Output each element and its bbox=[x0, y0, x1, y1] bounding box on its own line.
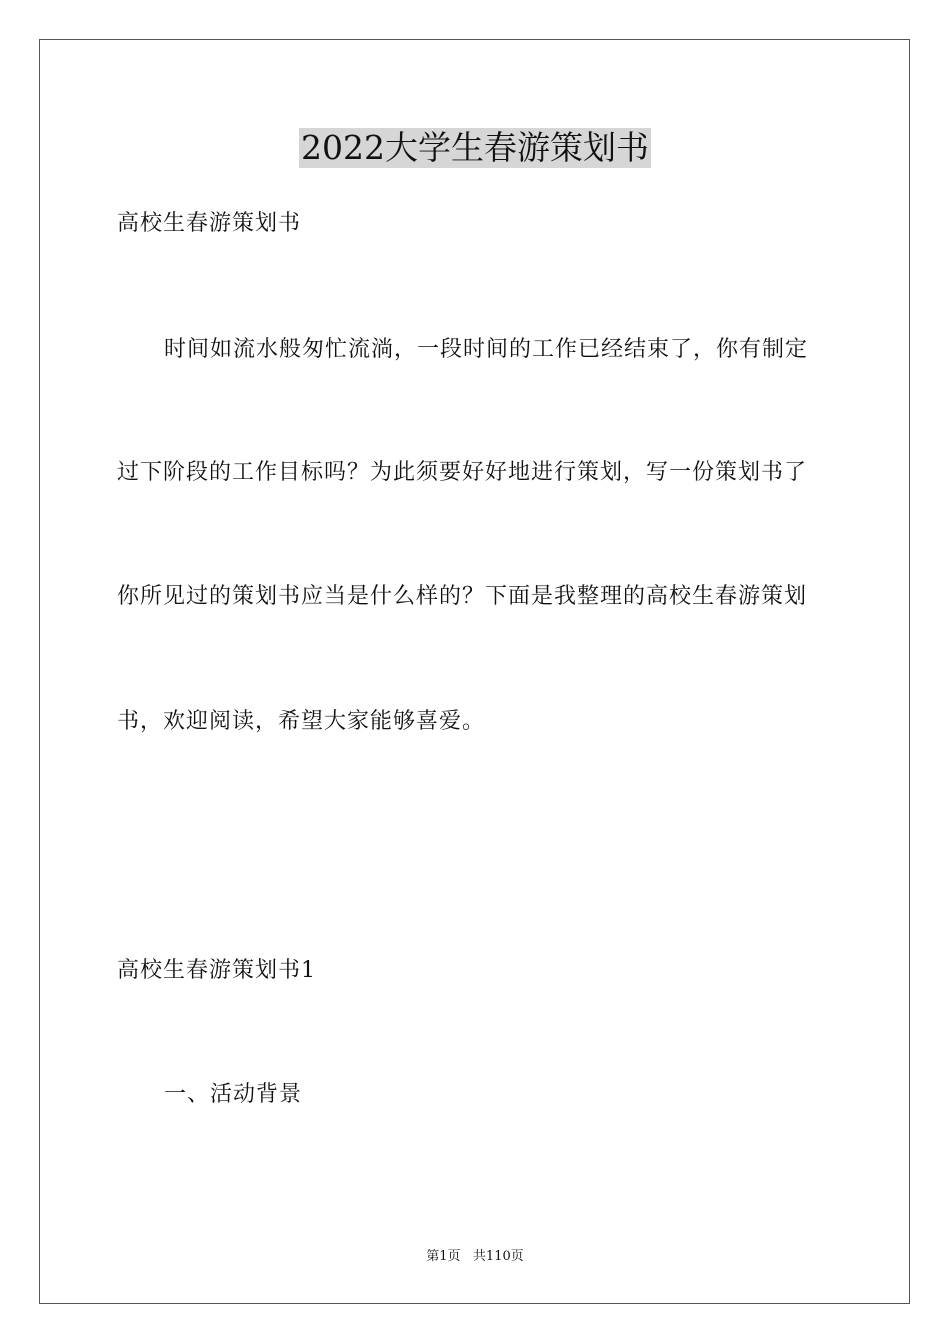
intro-line-4: 书，欢迎阅读，希望大家能够喜爱。 bbox=[117, 709, 486, 734]
document-subtitle: 高校生春游策划书 bbox=[117, 211, 302, 236]
page-number-footer: 第1页 共110页 bbox=[426, 1249, 524, 1264]
document-title: 2022大学生春游策划书 bbox=[301, 128, 649, 167]
intro-line-1: 时间如流水般匆忙流淌，一段时间的工作已经结束了，你有制定 bbox=[164, 337, 809, 362]
subsection-heading: 一、活动背景 bbox=[164, 1082, 303, 1107]
intro-line-3: 你所见过的策划书应当是什么样的？下面是我整理的高校生春游策划 bbox=[117, 584, 808, 609]
section-heading: 高校生春游策划书1 bbox=[117, 958, 316, 983]
title-container bbox=[0, 128, 950, 168]
intro-line-2: 过下阶段的工作目标吗？为此须要好好地进行策划，写一份策划书了 bbox=[117, 460, 808, 485]
